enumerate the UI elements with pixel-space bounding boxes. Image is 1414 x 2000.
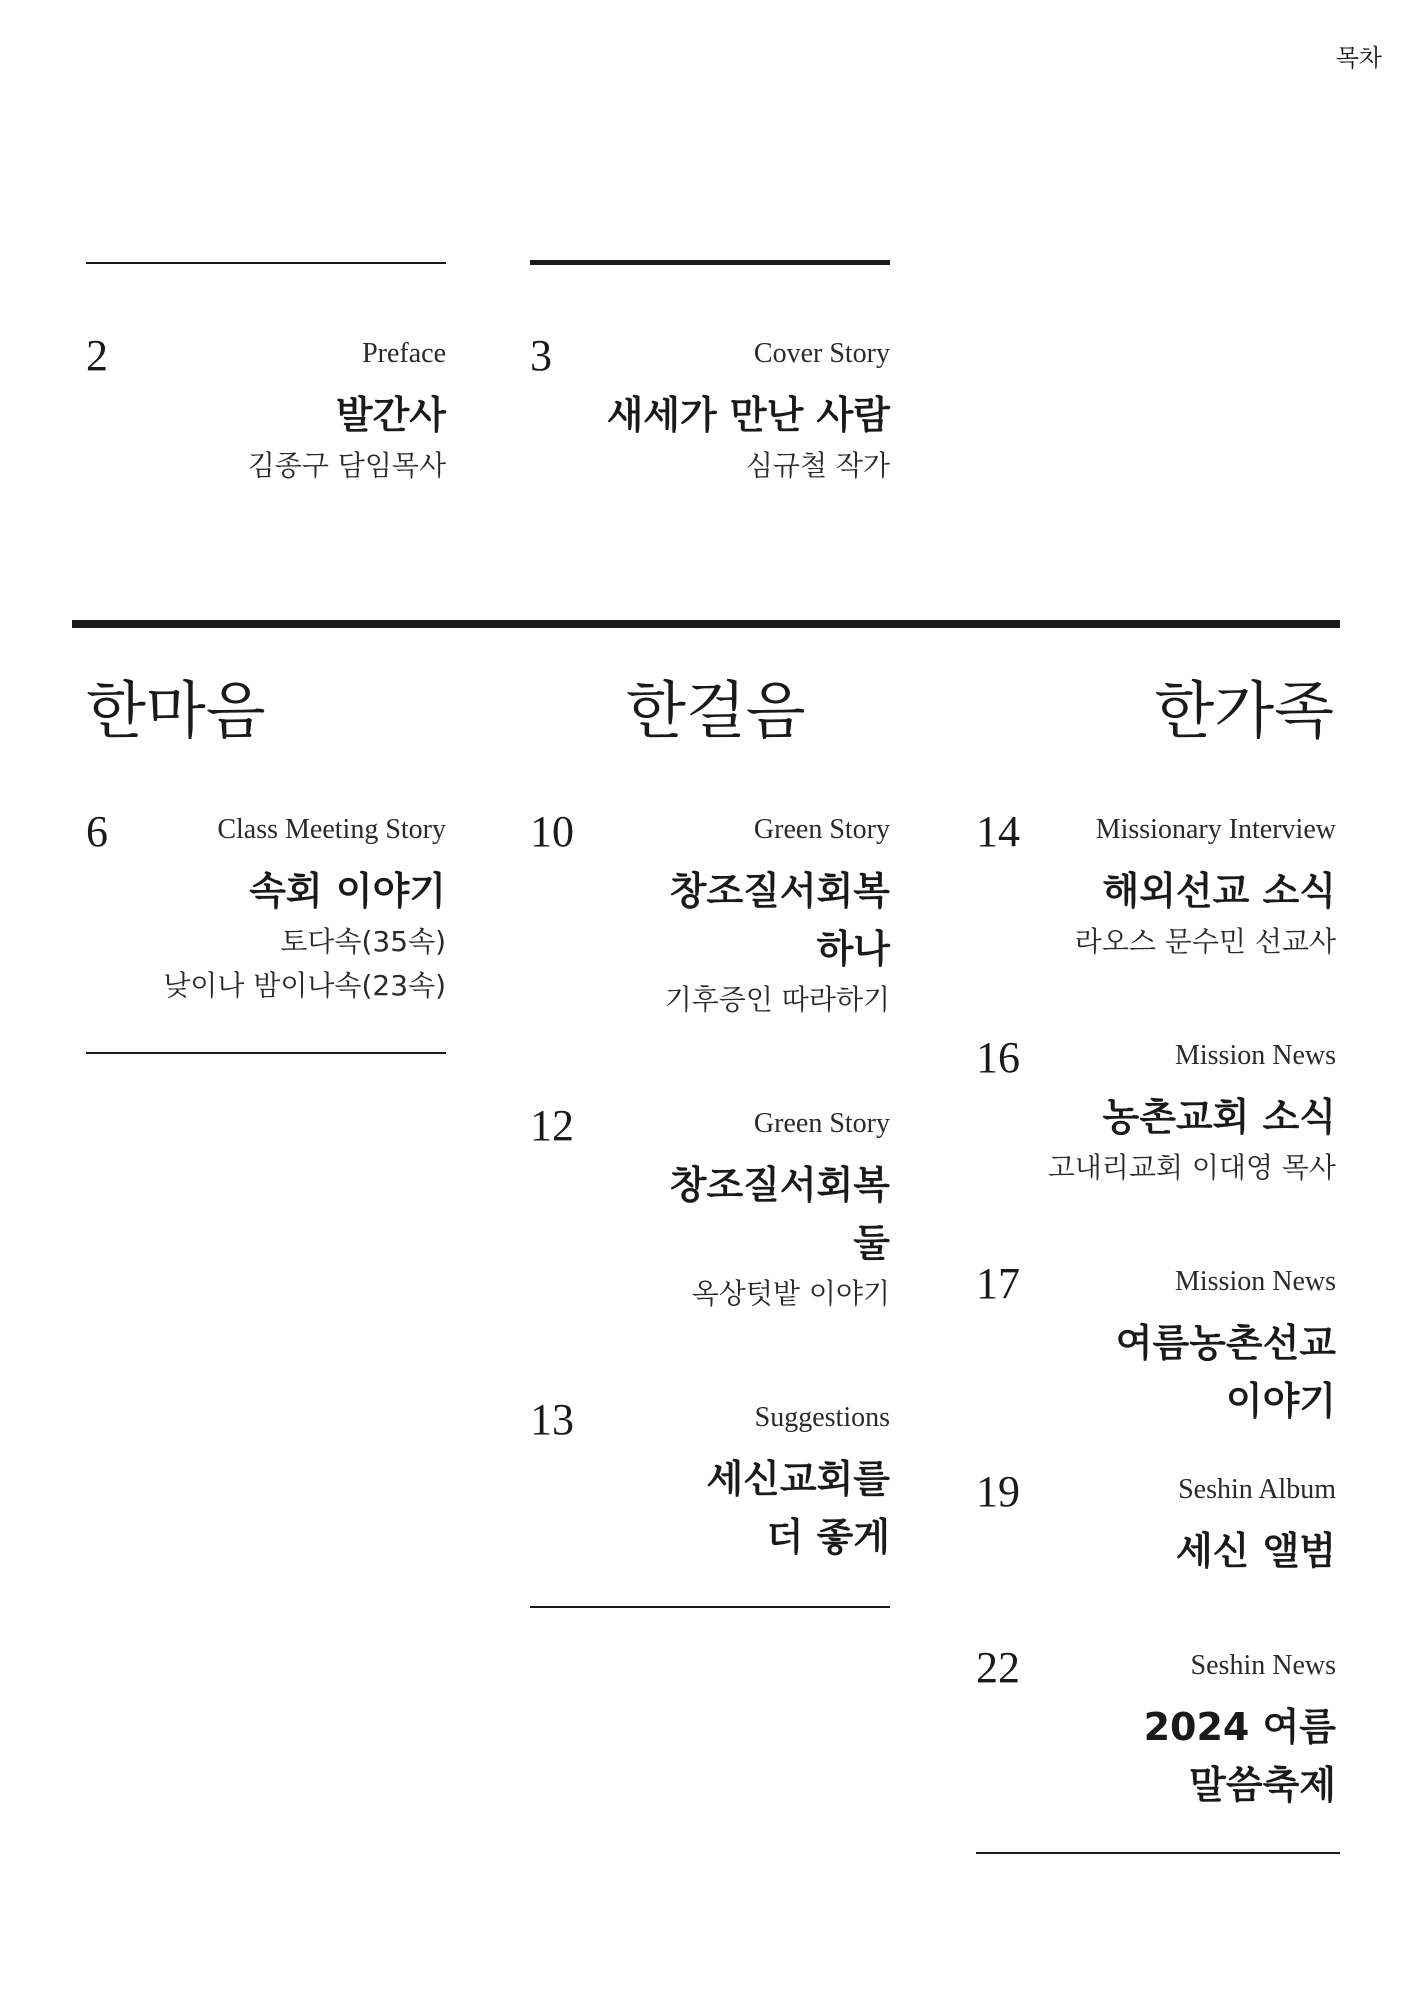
entry-title: 세신 앨범 [1175,1529,1336,1573]
entry-title: 창조질서회복 둘 [669,1163,890,1265]
toc-entry[interactable] [976,1467,1336,1590]
entry-title: 창조질서회복 하나 [669,869,890,971]
entry-title: 농촌교회 소식 [1102,1095,1336,1139]
entry-category: Green Story [753,814,890,845]
entry-subtitle: 라오스 문수민 선교사 [1074,925,1336,958]
entry-category: Mission News [1174,1040,1336,1071]
top-rule-cover-story [530,260,890,265]
entry-number: 10 [530,807,574,856]
column-heading-hangeoreum: 한걸음 [626,674,806,747]
entry-title: 속회 이야기 [249,869,446,913]
entry-title: 2024 여름 말씀축제 [1143,1705,1336,1807]
column-heading-hanmaeum: 한마음 [86,674,266,747]
entry-number: 3 [530,331,552,380]
entry-category: Green Story [753,1108,890,1139]
toc-entry[interactable] [86,807,446,1010]
entry-number: 16 [976,1033,1020,1082]
column-end-rule [976,1852,1340,1854]
entry-number: 14 [976,807,1020,856]
column-end-rule [530,1606,890,1608]
entry-subtitle: 심규철 작가 [745,449,890,482]
toc-entry[interactable] [530,807,890,1030]
entry-category: Cover Story [753,338,890,369]
entry-category: Seshin News [1190,1650,1336,1681]
entry-subtitle: 기후증인 따라하기 [664,983,890,1016]
entry-title: 발간사 [335,393,446,437]
entry-title: 여름농촌선교 이야기 [1115,1321,1336,1423]
entry-number: 12 [530,1101,574,1150]
entry-subtitle: 김종구 담임목사 [247,449,446,482]
entry-number: 13 [530,1395,574,1444]
column-heading-hangajok: 한가족 [1154,674,1334,747]
entry-title: 해외선교 소식 [1102,869,1336,913]
column-end-rule [86,1052,446,1054]
entry-number: 6 [86,807,108,856]
section-divider [72,620,1340,628]
toc-entry-preface[interactable] [86,331,446,494]
entry-subtitle: 고내리교회 이대영 목사 [1047,1151,1336,1184]
entry-number: 19 [976,1467,1020,1516]
entry-title: 새세가 만난 사람 [606,393,890,437]
toc-entry[interactable] [530,1101,890,1324]
entry-subtitle: 옥상텃밭 이야기 [691,1277,890,1310]
toc-entry-cover-story[interactable] [530,331,890,494]
entry-category: Suggestions [754,1402,890,1433]
entry-title: 세신교회를 더 좋게 [706,1457,890,1559]
entry-number: 22 [976,1643,1020,1692]
toc-entry[interactable] [530,1395,890,1578]
page-label: 목차 [1335,44,1382,72]
entry-subtitle: 토다속(35속) 낮이나 밤이나속(23속) [163,925,446,1002]
entry-category: Seshin Album [1178,1474,1336,1505]
entry-category: Mission News [1174,1266,1336,1297]
top-rule-preface [86,262,446,264]
entry-category: Missionary Interview [1095,814,1336,845]
toc-entry[interactable] [976,1033,1336,1196]
entry-number: 17 [976,1259,1020,1308]
toc-entry[interactable] [976,1259,1336,1442]
toc-entry[interactable] [976,1643,1336,1826]
entry-number: 2 [86,331,108,380]
entry-category: Preface [362,338,446,369]
entry-category: Class Meeting Story [217,814,446,845]
toc-entry[interactable] [976,807,1336,970]
